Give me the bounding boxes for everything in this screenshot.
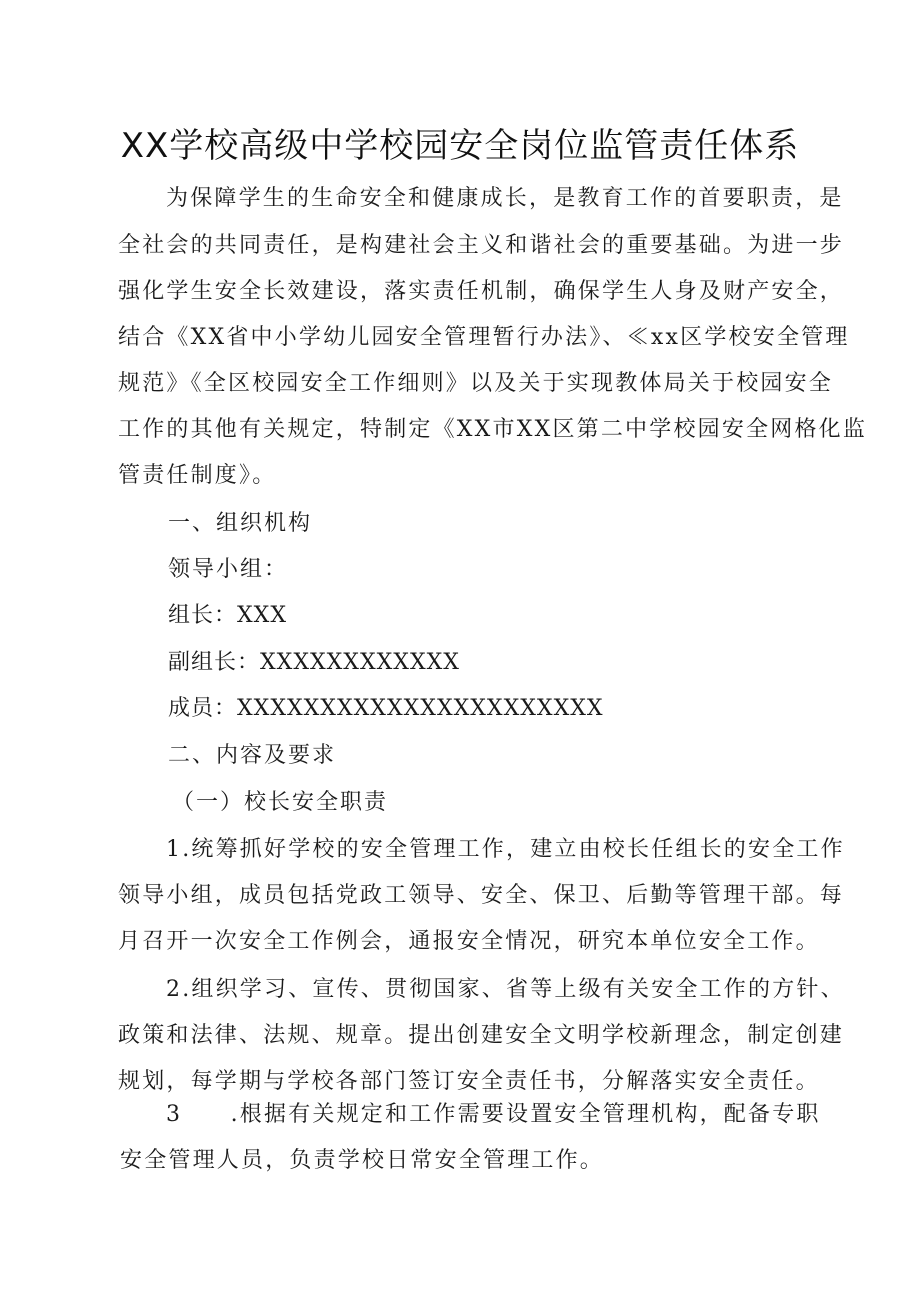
deputy-line: 副组长：XXXXXXXXXXXX [168,650,460,675]
item-line: 3 .根据有关规定和工作需要设置安全管理机构，配备专职 [166,1102,821,1127]
intro-line: 全社会的共同责任，是构建社会主义和谐社会的重要基础。为进一步 [118,233,845,258]
subsection-heading: （一）校长安全职责 [172,790,389,815]
intro-line: 规范》《全区校园安全工作细则》以及关于实现教体局关于校园安全 [118,371,834,396]
item-line: 领导小组，成员包括党政工领导、安全、保卫、后勤等管理干部。每 [118,883,845,908]
item-line: 政策和法律、法规、规章。提出创建安全文明学校新理念，制定创建 [118,1023,845,1048]
item-line: 1.统筹抓好学校的安全管理工作，建立由校长任组长的安全工作 [166,837,845,862]
section-heading: 二、内容及要求 [168,743,337,768]
leadership-label: 领导小组： [168,557,289,582]
section-heading: 一、组织机构 [168,511,313,536]
leader-line: 组长：XXX [168,603,287,628]
item-line: 月召开一次安全工作例会，通报安全情况，研究本单位安全工作。 [118,929,820,954]
intro-line: 管责任制度》。 [118,463,277,488]
item-line: 安全管理人员，负责学校日常安全管理工作。 [120,1148,605,1173]
intro-line: 工作的其他有关规定，特制定《XX市XX区第二中学校园安全网格化监 [118,417,868,442]
document-title: XX学校高级中学校园安全岗位监管责任体系 [120,126,800,166]
intro-line: 结合《XX省中小学幼儿园安全管理暂行办法》、≪xx区学校安全管理 [118,325,850,350]
item-line: 2.组织学习、宣传、贯彻国家、省等上级有关安全工作的方针、 [166,977,845,1002]
item-line: 规划，每学期与学校各部门签订安全责任书，分解落实安全责任。 [118,1069,820,1094]
intro-line: 强化学生安全长效建设，落实责任机制，确保学生人身及财产安全， [118,279,845,304]
members-line: 成员：XXXXXXXXXXXXXXXXXXXXXX [168,696,604,721]
intro-line: 为保障学生的生命安全和健康成长，是教育工作的首要职责，是 [166,186,844,211]
